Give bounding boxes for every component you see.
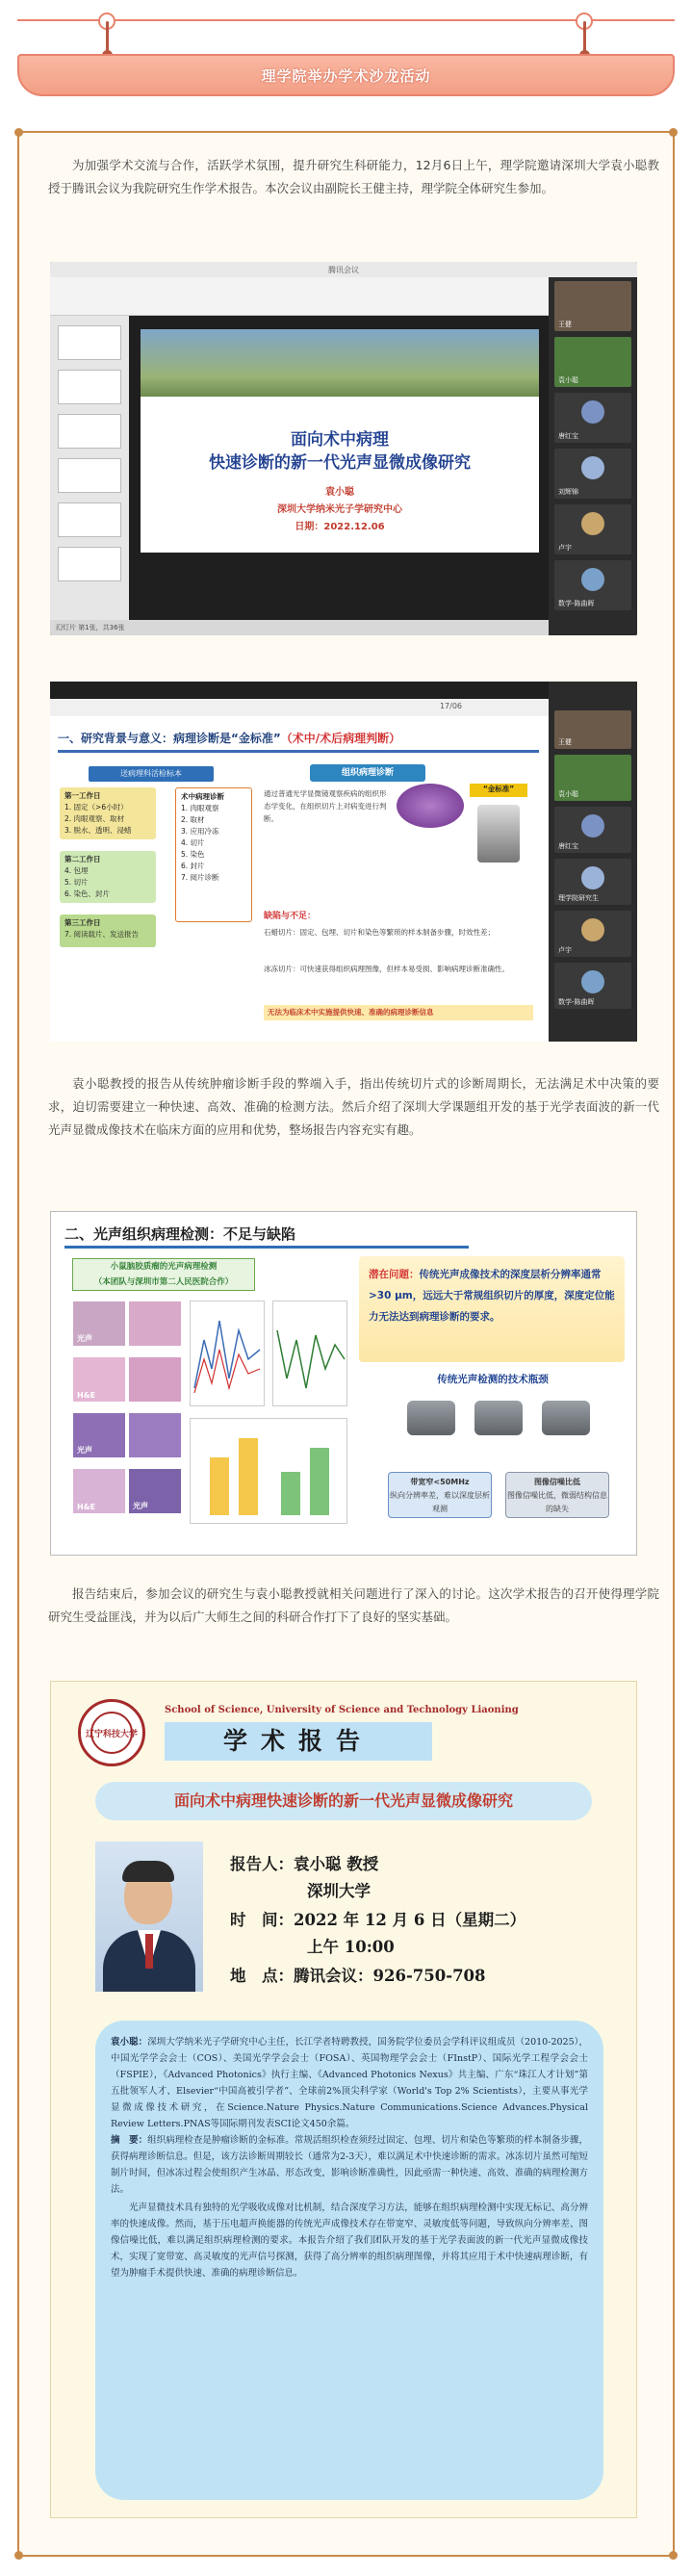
campus-photo <box>141 329 539 397</box>
viewer-toolbar <box>50 699 549 716</box>
slide-heading-text: 一、研究背景与意义：病理诊断是“金标准” <box>58 732 281 745</box>
micro-label: H&E <box>77 1391 96 1400</box>
participant-name: 数学-陈曲晖 <box>558 998 595 1006</box>
bar <box>281 1472 300 1515</box>
slide-presenter: 袁小聪 <box>325 487 354 498</box>
signal-plot-svg <box>273 1301 348 1407</box>
participant-name: 袁小聪 <box>558 790 578 798</box>
transducer-icon <box>474 1401 523 1435</box>
bar-plot <box>190 1418 347 1524</box>
slide-heading: 二、光声组织病理检测：不足与缺陷 <box>64 1222 469 1249</box>
photo-tie <box>145 1934 153 1969</box>
frame-corner <box>669 128 678 137</box>
slide-thumbnail <box>58 325 121 360</box>
slide-date: 日期：2022.12.06 <box>295 522 385 532</box>
photo-hair <box>122 1861 174 1882</box>
participant-name: 卢宇 <box>558 946 572 954</box>
micrograph <box>72 1412 126 1458</box>
signal-line <box>194 1321 260 1388</box>
flaw-2: 冰冻切片：可快速获得组织病理图像，但样本易受损、影响病理诊断准确性。 <box>264 965 509 973</box>
bar <box>210 1457 229 1515</box>
participant-name: 袁小聪 <box>558 376 578 384</box>
intro-paragraph: 为加强学术交流与合作，活跃学术氛围，提升研究生科研能力，12月6日上午，理学院邀请深圳大学袁小聪教授于腾讯会议为我院研究生作学术报告。本次会议由副院长王健主持，理学院全体研究生参加。 <box>48 158 659 195</box>
avatar <box>581 918 604 941</box>
snr-label <box>505 1472 609 1518</box>
micro-label: 光声 <box>77 1334 92 1343</box>
signal-plot <box>272 1301 347 1406</box>
banner-title-box <box>17 54 675 96</box>
speaker-institution: 深圳大学 <box>307 1882 371 1900</box>
micrograph <box>72 1301 126 1347</box>
participant-tile[interactable] <box>554 911 631 957</box>
time-line-2: 上午 10:00 <box>307 1938 395 1956</box>
signal-plot-svg <box>191 1301 266 1407</box>
intraop-steps: 1. 肉眼观察 2. 取材 3. 应用冷冻 4. 切片 5. 染色 6. 封片 7. 阅片诊断 <box>181 804 219 882</box>
bio-paragraph <box>111 2034 588 2132</box>
abstract-label: 摘 要： <box>111 2135 148 2146</box>
school-name: School of Science, University of Science and Technology Liaoning <box>165 1705 519 1715</box>
problem-text: 传统光声成像技术的深度层析分辨率通常>30 μm，远远大于常规组织切片的厚度，深度定位能力无法达到病理诊断的要求。 <box>369 1269 615 1323</box>
transducer-icon <box>542 1401 590 1435</box>
page-counter: 17/06 <box>439 702 462 710</box>
snr-text: 图像信噪比低，微弱结构信息的缺失 <box>507 1491 607 1513</box>
flaw-title: 缺陷与不足： <box>264 912 317 921</box>
abstract-paragraph-2: 光声显微技术具有独特的光学吸收成像对比机制，结合深度学习方法，能够在组织病理检测中实现无标记、高分辨率的快速成像。然而，基于压电超声换能器的传统光声成像技术存在带宽窄、灵敏度低等问题，导致纵向分辨率差、图像信噪比低，难以满足组织病理检测的要求。本报告介绍了我们团队开发的基于光学表面波的新一代光声显微成像技术，实现了宽带宽、高灵敏度的光声信号探测，获得了高分辨率的组织病理图像，并将其应用于术中快速病理诊断，有望为肿瘤手术提供快速、准确的病理诊断信息。 <box>111 2202 588 2279</box>
participant-name: 王健 <box>558 321 572 328</box>
participant-list <box>549 277 637 635</box>
experiment-subtitle-line2: （本团队与深圳市第二人民医院合作） <box>93 1277 234 1287</box>
micrograph <box>72 1356 126 1403</box>
bandwidth-text: 纵向分辨率差，难以深度层析观测 <box>390 1491 490 1513</box>
flaw-1: 石蜡切片：固定、包埋、切片和染色等繁琐的样本制备步骤，时效性差； <box>264 928 495 937</box>
gold-standard-label: “金标准” <box>470 784 527 797</box>
meeting-screenshot-1 <box>50 262 637 635</box>
frame-corner <box>14 128 23 137</box>
background-slide <box>50 716 549 1042</box>
header-banner <box>17 8 675 104</box>
problem-box <box>359 1256 625 1362</box>
university-logo <box>78 1699 145 1766</box>
participant-tile[interactable] <box>554 449 631 499</box>
stage2-title: 第二工作日 <box>64 855 101 863</box>
org-pathology-desc: 通过普通光学显微镜观察疾病的组织形态学变化，在组织切片上对病变进行判断。 <box>264 789 387 823</box>
bandwidth-label <box>388 1472 492 1518</box>
intraop-title: 术中病理诊断 <box>181 792 224 801</box>
speaker-photo <box>95 1842 203 1992</box>
micrograph <box>128 1301 182 1347</box>
stage1-box <box>60 787 156 839</box>
avatar <box>581 568 604 591</box>
signal-plot <box>190 1301 265 1406</box>
avatar <box>581 400 604 424</box>
speaker-line: 报告人：袁小聪 教授 <box>230 1855 379 1873</box>
ppt-status-bar: 幻灯片 第1张，共36张 <box>50 620 549 635</box>
participant-tile[interactable] <box>554 963 631 1009</box>
bandwidth-title: 带宽窄<50MHz <box>410 1478 470 1486</box>
intraop-box <box>175 787 252 922</box>
ppt-ribbon <box>50 277 549 316</box>
avatar <box>581 970 604 993</box>
avatar <box>581 866 604 889</box>
experiment-subtitle-line1: 小鼠脑胶质瘤的光声病理检测 <box>110 1262 218 1272</box>
middle-paragraph: 袁小聪教授的报告从传统肿瘤诊断手段的弊端入手，指出传统切片式的诊断周期长，无法满足术中决策的要求，迫切需要建立一种快速、高效、准确的检测方法。然后介绍了深圳大学课题组开发的基于光学表面波的新一代光声显微成像技术在临床方面的应用和优势，整场报告内容充实有趣。 <box>48 1076 659 1137</box>
slide-thumbnail <box>58 547 121 581</box>
stage3-steps: 7. 阅读载片、发送报告 <box>64 930 140 939</box>
abstract-paragraph <box>111 2132 588 2198</box>
stage2-steps: 4. 包埋 5. 切片 6. 染色、封片 <box>64 866 111 898</box>
tissue-image <box>397 784 464 828</box>
bottleneck-title: 传统光声检测的技术瓶颈 <box>437 1374 549 1385</box>
avatar <box>581 814 604 837</box>
transducer-icon <box>407 1401 455 1435</box>
participant-name: 数学-陈曲晖 <box>558 600 595 607</box>
micrograph <box>128 1412 182 1458</box>
participant-tile[interactable] <box>554 393 631 443</box>
participant-tile[interactable] <box>554 859 631 905</box>
participant-tile[interactable] <box>554 710 631 749</box>
slide-thumbnail <box>58 502 121 537</box>
frame-corner <box>14 2551 23 2560</box>
bar <box>239 1438 258 1515</box>
bar <box>310 1448 329 1515</box>
avatar <box>581 512 604 535</box>
page-title: 理学院举办学术沙龙活动 <box>261 66 431 85</box>
org-pathology-title: 组织病理诊断 <box>310 764 425 782</box>
slide-title-line1: 面向术中病理 <box>291 430 389 450</box>
participant-tile[interactable] <box>554 281 631 331</box>
slide-affiliation: 深圳大学纳米光子学研究中心 <box>277 504 402 515</box>
micro-label: H&E <box>77 1503 96 1511</box>
stage1-title: 第一工作日 <box>64 791 101 800</box>
slide-thumbnail <box>58 414 121 449</box>
banner-stick-left <box>106 21 109 54</box>
slide-thumbnails <box>50 316 129 620</box>
slide-heading <box>58 728 539 753</box>
snr-title: 图像信噪比低 <box>534 1478 580 1486</box>
closing-paragraph: 报告结束后，参加会议的研究生与袁小聪教授就相关问题进行了深入的讨论。这次学术报告的召开使得理学院研究生受益匪浅，并为以后广大师生之间的科研合作打下了良好的坚实基础。 <box>48 1586 659 1624</box>
flow-title: 送病理科活检标本 <box>89 766 214 782</box>
participant-tile[interactable] <box>554 807 631 853</box>
logo-text: 辽宁科技大学 <box>85 1730 138 1739</box>
stage2-box <box>60 851 156 903</box>
experiment-subtitle <box>72 1258 255 1291</box>
slide-limitations <box>50 1211 637 1556</box>
micro-label: 光声 <box>77 1446 92 1455</box>
flaw-3: 无法为临床术中实施提供快速、准确的病理诊断信息 <box>264 1005 533 1020</box>
participant-list <box>549 682 637 1042</box>
poster-title: 学术报告 <box>165 1722 432 1761</box>
slide-heading-red: （术中/术后病理判断） <box>280 732 401 745</box>
speaker-bio-box <box>95 2021 603 2500</box>
slide-thumbnail <box>58 458 121 493</box>
stage3-box <box>60 914 156 947</box>
bar-plot-svg <box>191 1419 348 1525</box>
participant-name: 唐红宝 <box>558 432 578 440</box>
participant-name: 理学院研究生 <box>558 894 599 902</box>
participant-name: 刘辉锦 <box>558 488 578 496</box>
participant-tile[interactable] <box>554 504 631 554</box>
slide-thumbnail <box>58 370 121 404</box>
bio-text: 深圳大学纳米光子学研究中心主任，长江学者特聘教授，国务院学位委员会学科评议组成员（2010-2025），中国光学学会会士（COS）、美国光学学会会士（FOSA）、英国物理学会会士（FInstP）、国际光学工程学会会士（FSPIE），《Advanced Photonics》执行主编、《Advanced Photonics Nexus》共主编、广东“珠江人才计划”第五批领军人才、Elsevier“中国高被引学者”、全球前2%顶尖科学家（World's Top 2% Scientists），主要从事光学显微成像技术研究，在Science.Nature Physics.Nature Communications.Science Advances.Physical Review Letters.PNAS等国际期刊发表SCI论文450余篇。 <box>111 2037 588 2129</box>
microscope-icon <box>477 805 520 863</box>
abstract-text: 组织病理检查是肿瘤诊断的金标准。常规活组织检查须经过固定、包埋、切片和染色等繁琐的样本制备步骤，获得病理诊断信息。但是，该方法诊断周期较长（通常为2-3天），难以满足术中快速诊断的需求。冰冻切片虽然可缩短制片时间，但冰冻过程会使组织产生冰晶、形态改变，影响诊断准确性，因此亟需一种快速、高效、准确的病理检测方法。 <box>111 2135 588 2195</box>
participant-name: 王健 <box>558 738 572 746</box>
avatar <box>581 456 604 479</box>
participant-tile[interactable] <box>554 337 631 387</box>
problem-label: 潜在问题： <box>369 1269 420 1280</box>
time-line: 时 间：2022 年 12 月 6 日（星期二） <box>230 1911 526 1929</box>
micrograph <box>128 1468 182 1514</box>
stage3-title: 第三工作日 <box>64 918 101 927</box>
event-poster <box>50 1681 637 2518</box>
meeting-screenshot-2 <box>50 682 637 1042</box>
participant-tile[interactable] <box>554 560 631 610</box>
participant-name: 卢宇 <box>558 544 572 552</box>
participant-tile[interactable] <box>554 755 631 801</box>
signal-line <box>277 1330 345 1388</box>
banner-stick-right <box>583 21 586 54</box>
frame-corner <box>669 2551 678 2560</box>
bio-label: 袁小聪： <box>111 2037 148 2048</box>
stage1-steps: 1. 固定（>6小时） 2. 肉眼观察、取材 3. 脱水、透明、浸蜡 <box>64 803 132 835</box>
micrograph <box>72 1468 126 1514</box>
place-line: 地 点：腾讯会议：926-750-708 <box>230 1967 486 1985</box>
micro-label: 光声 <box>133 1502 148 1510</box>
window-title: 腾讯会议 <box>50 262 637 277</box>
talk-topic: 面向术中病理快速诊断的新一代光声显微成像研究 <box>95 1782 592 1820</box>
participant-name: 唐红宝 <box>558 842 578 850</box>
slide-title-line2: 快速诊断的新一代光声显微成像研究 <box>209 453 471 473</box>
title-slide <box>141 329 539 553</box>
micrograph <box>128 1356 182 1403</box>
